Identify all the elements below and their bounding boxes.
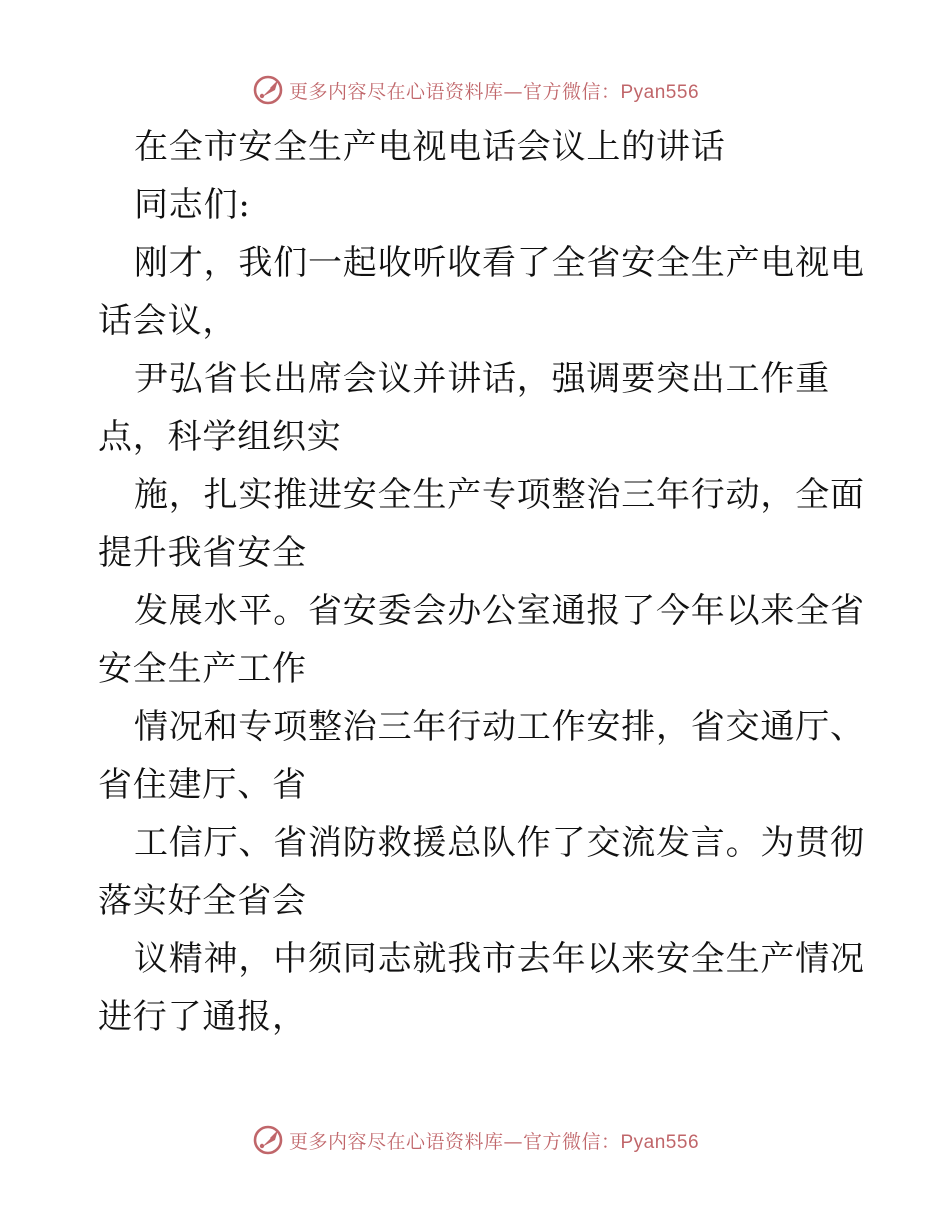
salutation: 同志们: — [134, 185, 251, 225]
paragraph-line: 情况和专项整治三年行动工作安排，省交通厅、 — [134, 707, 865, 747]
watermark-contact-label: 官方微信： — [522, 80, 621, 103]
watermark-contact-id: Pyan556 — [620, 1131, 700, 1153]
header-watermark — [0, 70, 950, 110]
watermark-text — [289, 77, 699, 104]
watermark-contact-id: Pyan556 — [620, 81, 700, 103]
paragraph-line: 安全生产工作 — [98, 649, 307, 689]
paragraph-line: 施，扎实推进安全生产专项整治三年行动，全面 — [134, 475, 865, 515]
quill-pen-logo-icon — [251, 1123, 285, 1157]
paragraph-line: 议精神，中须同志就我市去年以来安全生产情况 — [134, 939, 865, 979]
paragraph-line: 落实好全省会 — [98, 881, 307, 921]
paragraph-line: 提升我省安全 — [98, 533, 307, 573]
watermark-contact-label: 官方微信： — [522, 1130, 621, 1153]
watermark-brand: 更多内容尽在心语资料库 — [288, 1130, 504, 1153]
watermark-text — [289, 1127, 699, 1154]
paragraph-line: 话会议， — [98, 301, 238, 341]
watermark-dash: — — [503, 80, 523, 103]
paragraph-line: 工信厅、省消防救援总队作了交流发言。为贯彻 — [134, 823, 865, 863]
paragraph-line: 刚才，我们一起收听收看了全省安全生产电视电 — [134, 243, 865, 283]
paragraph-line: 尹弘省长出席会议并讲话，强调要突出工作重 — [134, 359, 830, 399]
paragraph-line: 进行了通报， — [98, 997, 307, 1037]
footer-watermark — [0, 1120, 950, 1160]
watermark-brand: 更多内容尽在心语资料库 — [288, 80, 504, 103]
document-title: 在全市安全生产电视电话会议上的讲话 — [134, 127, 726, 167]
paragraph-line: 省住建厅、省 — [98, 765, 307, 805]
document-body — [98, 118, 865, 1046]
paragraph-line: 点，科学组织实 — [98, 417, 342, 457]
paragraph-line: 发展水平。省安委会办公室通报了今年以来全省 — [134, 591, 865, 631]
quill-pen-logo-icon — [251, 73, 285, 107]
watermark-dash: — — [503, 1130, 523, 1153]
